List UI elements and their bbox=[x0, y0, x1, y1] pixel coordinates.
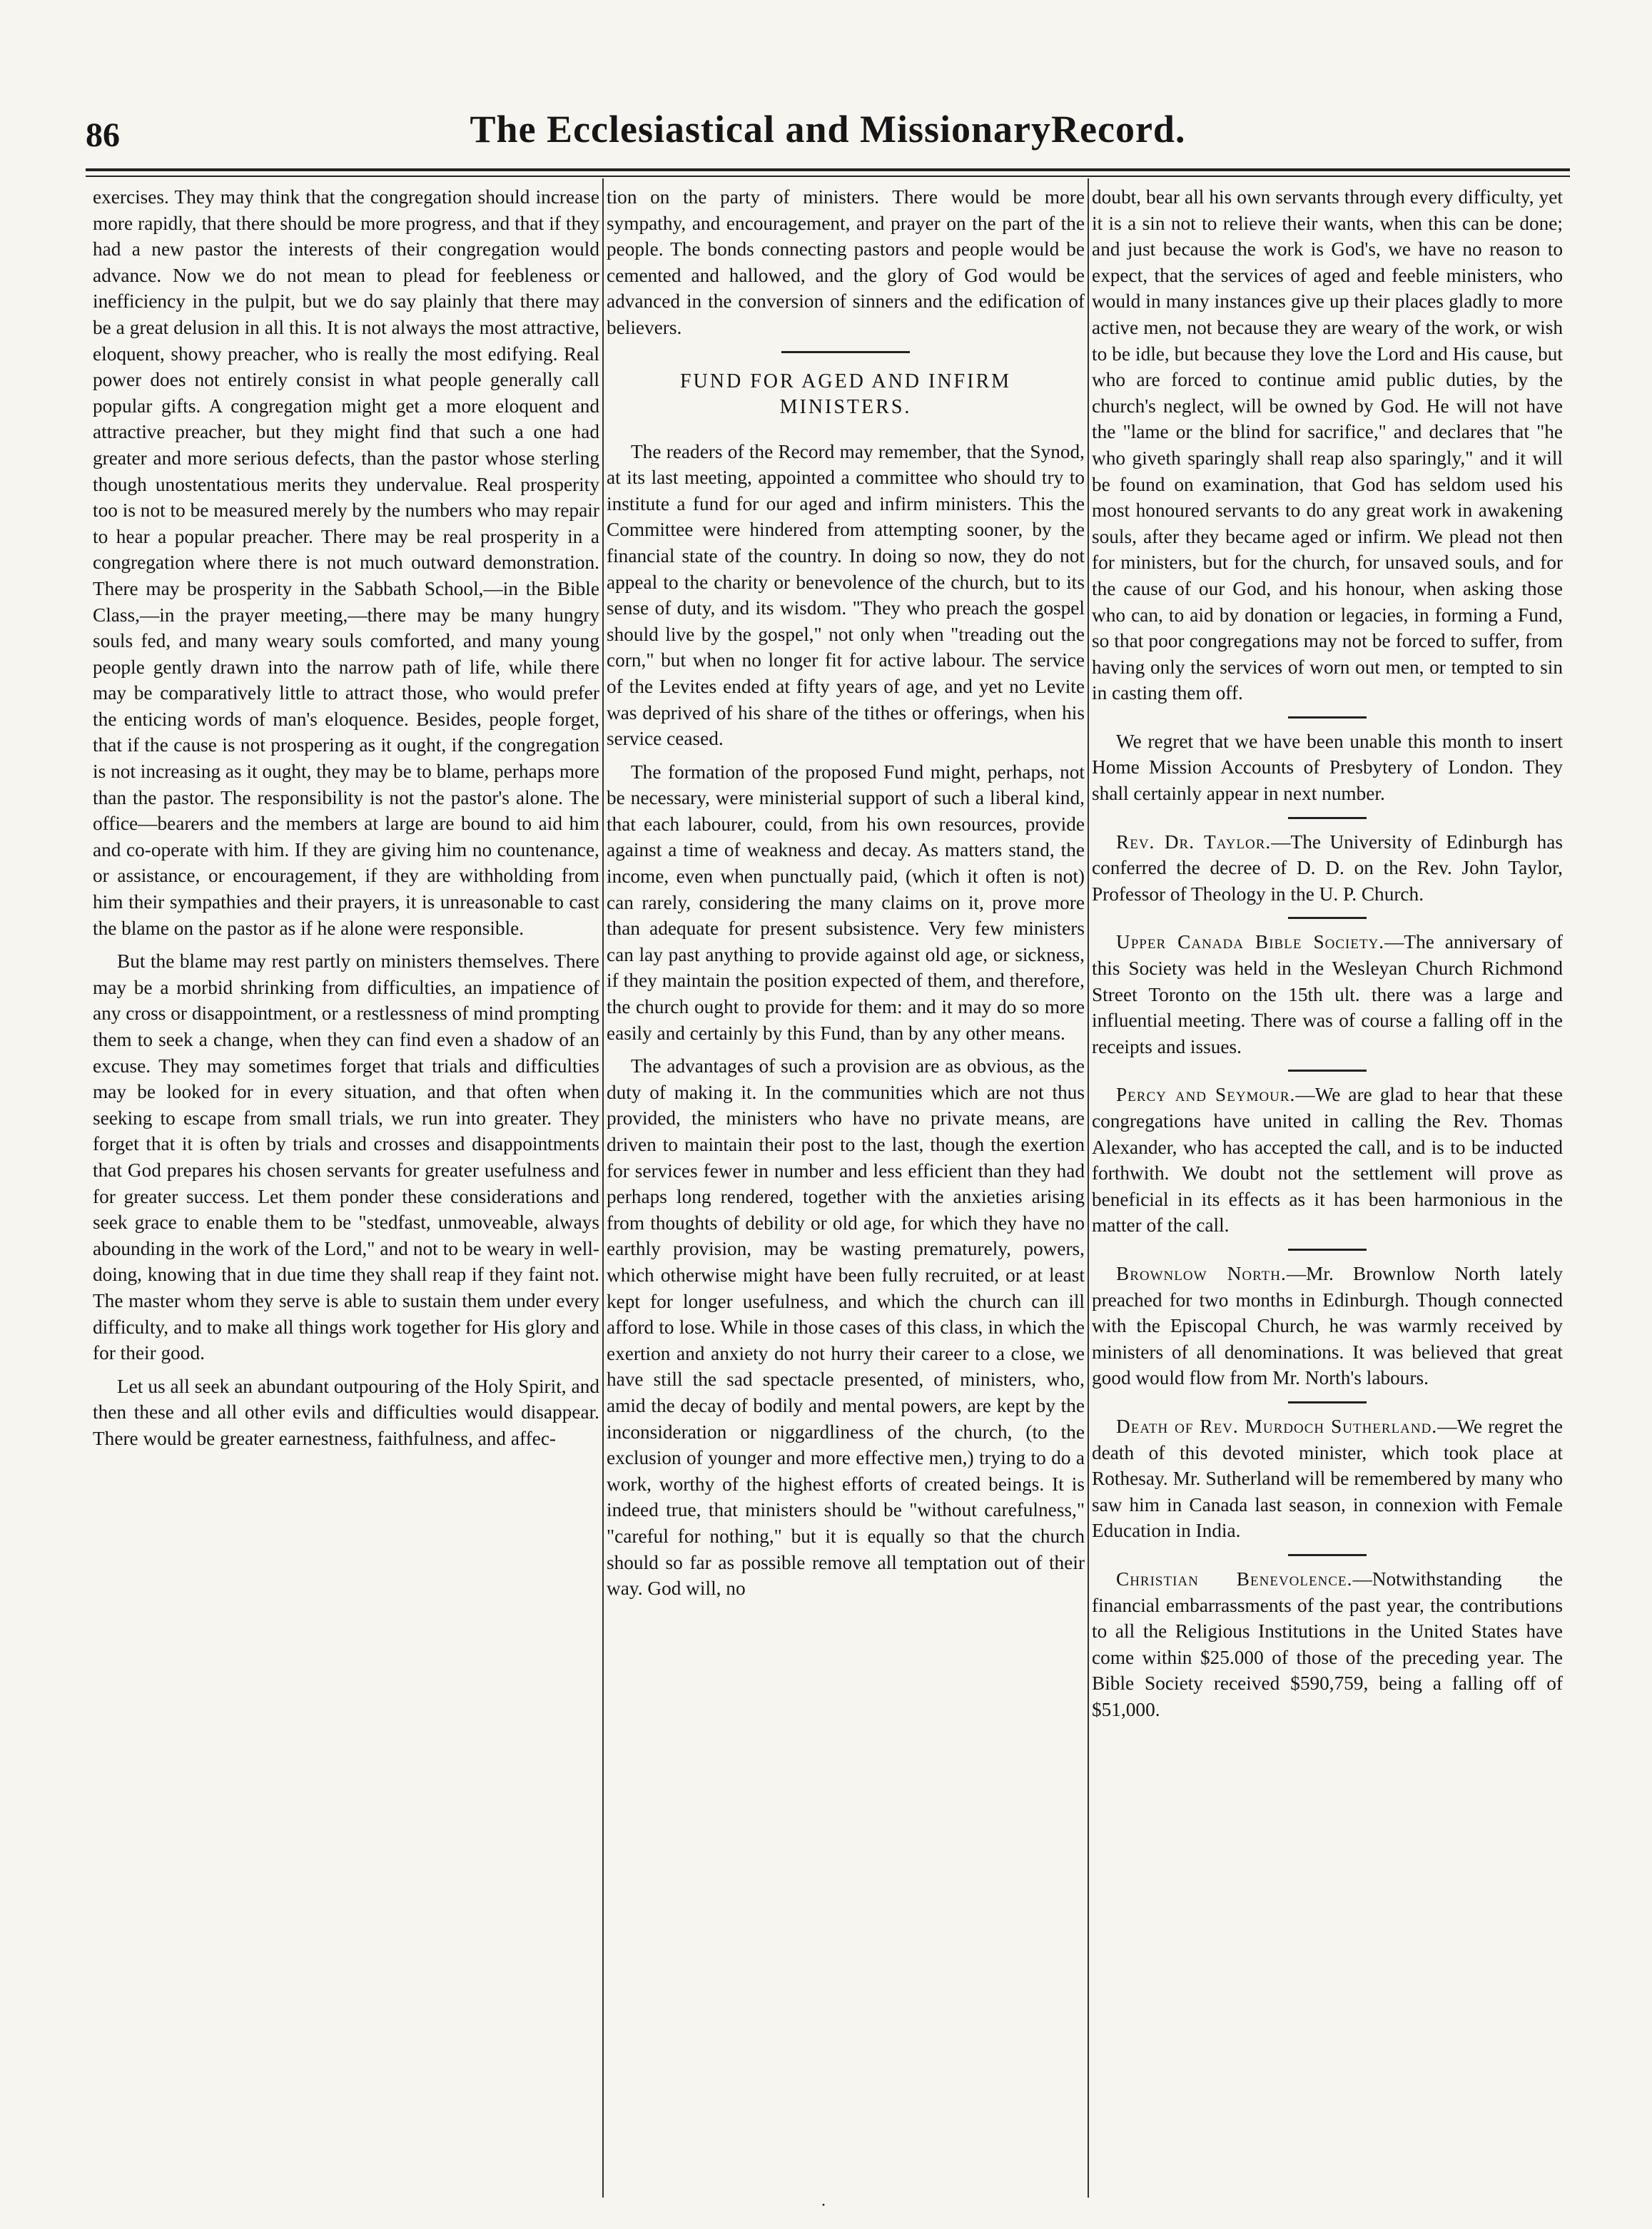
page-header bbox=[86, 107, 1570, 164]
news-item-body: —Notwithstanding the financial embarrassments of the past year, the contributions to all the Religious Institutions in the United States have come within $25.000 of those of the preceding year. The Bible Society received $590,759, being a falling off of $51,000. bbox=[1092, 1568, 1563, 1720]
paragraph: The readers of the Record may remember, that the Synod, at its last meeting, appointed a committee who should try to institute a fund for our aged and infirm ministers. This the Committee were hindered from attempting sooner, by the financial state of the country. In doing so now, they do not appeal to the charity or benevolence of the church, but to its sense of duty, and its wisdom. "They who preach the gospel should live by the gospel," not only when "treading out the corn," but when no longer fit for active labour. The service of the Levites ended at fifty years of age, and yet no Levite was deprived of his share of the tithes or offerings, when his service ceased. bbox=[607, 440, 1085, 750]
news-item-heading: Percy and Seymour. bbox=[1116, 1084, 1296, 1106]
footer-mark: · bbox=[821, 2196, 826, 2215]
section-divider bbox=[1288, 1554, 1367, 1556]
section-divider bbox=[1288, 1249, 1367, 1251]
section-divider bbox=[1288, 1401, 1367, 1403]
news-item-body: —We regret the death of this devoted minister, which took place at Rothesay. Mr. Sutherland will be remembered by many who saw him in Canada last season, in connexion with Female Education in India. bbox=[1092, 1415, 1564, 1542]
news-item-body: —The anniversary of this Society was held in the Wesleyan Church Richmond Street Toronto on the 15th ult. there was a large and influential meeting. There was of course a falling off in the receipts and issues. bbox=[1092, 931, 1563, 1057]
news-item-body: —We are glad to hear that these congregations have united in calling the Rev. Thomas Alexander, who has accepted the call, and is to be inducted forthwith. We doubt not the settlement will prove as beneficial in its effects as it has been harmonious in the matter of the call. bbox=[1092, 1084, 1563, 1237]
paragraph: The advantages of such a provision are as obvious, as the duty of making it. In the communities which are not thus provided, the ministers who have no private means, are driven to maintain their post to the last, though the exertion for services fewer in number and less efficient than they had perhaps long rendered, together with the anxieties arising from thoughts of debility or old age, for which they have no earthly provision, may be wasting prematurely, powers, which otherwise might have been fully recruited, or at least kept for longer usefulness, and which the church can ill afford to lose. While in those cases of this class, in which the exertion and anxiety do not hurry their career to a close, we have still the sad spectacle presented, of ministers, who, amid the decay of bodily and mental powers, are kept by the inconsideration or niggardliness of the church, (to the exclusion of younger and more effective men,) trying to do a work, worthy of the highest efforts of created beings. It is indeed true, that ministers should be "without carefulness," "careful for nothing," but it is equally so that the church should so far as possible remove all temptation out of their way. God will, no bbox=[607, 1055, 1085, 1600]
heading-line: FUND FOR AGED AND INFIRM bbox=[679, 370, 1012, 392]
paragraph: We regret that we have been unable this month to insert Home Mission Accounts of Presbytery of London. They shall certainly appear in next number. bbox=[1092, 730, 1563, 805]
header-rule-bottom bbox=[86, 176, 1570, 177]
news-item bbox=[1092, 1261, 1563, 1391]
news-item-heading: Death of Rev. Murdoch Sutherland. bbox=[1116, 1415, 1438, 1437]
section-divider bbox=[1288, 817, 1367, 819]
news-item-body: —Mr. Brownlow North lately preached for two months in Edinburgh. Though connected with the Episcopal Church, he was warmly received by ministers of all denominations. It was believed that great good would flow from Mr. North's labours. bbox=[1092, 1262, 1563, 1389]
section-divider bbox=[1288, 917, 1367, 919]
paragraph: Let us all seek an abundant outpouring of the Holy Spirit, and then these and all other evils and difficulties would disappear. There would be greater earnestness, faithfulness, and affec- bbox=[93, 1375, 599, 1449]
header-rule-top bbox=[86, 168, 1570, 171]
column-2 bbox=[607, 184, 1085, 1609]
news-item-heading: Upper Canada Bible Society. bbox=[1116, 931, 1385, 953]
heading-line: MINISTERS. bbox=[779, 395, 912, 418]
news-item bbox=[1092, 829, 1563, 908]
column-divider-left bbox=[602, 178, 604, 2198]
news-item bbox=[1092, 1413, 1563, 1544]
page-number: 86 bbox=[86, 116, 120, 154]
running-title: The Ecclesiastical and MissionaryRecord. bbox=[470, 108, 1186, 151]
paragraph: exercises. They may think that the congregation should increase more rapidly, that there should be more progress, and that if they had a new pastor the interests of their congregation would advance. Now we do not mean to plead for feebleness or inefficiency in the pulpit, but we do say plainly that there may be a great delusion in all this. It is not always the most attractive, eloquent, showy preacher, who is really the most edifying. Real power does not entirely consist in what people generally call popular gifts. A congregation might get a more eloquent and attractive preacher, but they might find that such a one had greater and more serious defects, than the pastor whose sterling though unostentatious merits they undervalue. Real prosperity too is not to be measured merely by the numbers who may repair to hear a popular preacher. There may be real prosperity in a congregation where there is not much outward demonstration. There may be prosperity in the Sabbath School,—in the Bible Class,—in the prayer meeting,—there may be many hungry souls fed, and many weary souls comforted, and many young people gently drawn into the narrow path of life, while there may be comparatively little to attract those, who would prefer the enticing words of man's eloquence. Besides, people forget, that if the cause is not prospering as it ought, if the congregation is not increasing as it ought, they may be to blame, perhaps more than the pastor. The responsibility is not the pastor's alone. The office—bearers and the members at large are bound to aid him and co-operate with him. If they are giving him no countenance, or assistance, or encouragement, if they are withholding from him their sympathies and their prayers, it is unreasonable to cast the blame on the pastor as if he alone were responsible. bbox=[93, 186, 599, 939]
news-item bbox=[1092, 929, 1563, 1060]
news-item-body: —The University of Edinburgh has conferred the decree of D. D. on the Rev. John Taylor, Professor of Theology in the U. P. Church. bbox=[1092, 831, 1563, 905]
section-divider bbox=[1288, 1070, 1367, 1072]
paragraph: doubt, bear all his own servants through every difficulty, yet it is a sin not to relieve their wants, when this can be done; and just because the work is God's, we have no reason to expect, that the services of aged and feeble ministers, who would in many instances give up their places gladly to more active men, not because they are weary of the work, or wish to be idle, but because they love the Lord and His cause, but who are forced to continue amid public duties, by the church's neglect, will be owned by God. He will not have the "lame or the blind for sacrifice," and declares that "he who giveth sparingly shall reap also sparingly," and it will be found on examination, that God has seldom used his most honoured servants to do any great work in awakening souls, after they became aged or infirm. We plead not then for ministers, but for the church, for unsaved souls, and for the cause of our God, and his honour, when asking those who can, to aid by donation or legacies, in forming a Fund, so that poor congregations may not be forced to suffer, from having only the services of worn out men, or tempted to sin in casting them off. bbox=[1092, 186, 1563, 704]
section-divider bbox=[781, 351, 910, 353]
section-divider bbox=[1288, 716, 1367, 719]
section-heading bbox=[607, 369, 1085, 420]
paragraph: The formation of the proposed Fund might, perhaps, not be necessary, were ministerial support of such a liberal kind, that each labourer, could, from his own resources, provide against a time of weakness and decay. As matters stand, the income, even when punctually paid, (which it often is not) can rarely, considering the many claims on it, prove more than adequate for present subsistence. Very few ministers can lay past anything to provide against old age, or sickness, if they maintain the position expected of them, and therefore, the church ought to provide for them: and it may do so more easily and certainly by this Fund, than by any other means. bbox=[607, 761, 1085, 1044]
news-item-heading: Christian Benevolence. bbox=[1116, 1568, 1353, 1590]
paragraph: tion on the party of ministers. There would be more sympathy, and encouragement, and prayer on the part of the people. The bonds connecting pastors and people would be cemented and hallowed, and the glory of God would be advanced in the conversion of sinners and the edification of believers. bbox=[607, 186, 1085, 338]
column-3 bbox=[1092, 184, 1563, 1730]
news-item-heading: Brownlow North. bbox=[1116, 1262, 1287, 1284]
paragraph: But the blame may rest partly on ministers themselves. There may be a morbid shrinking from difficulties, an impatience of any cross or disappointment, or a restlessness of mind prompting them to seek a change, when they can find even a shadow of an excuse. They may sometimes forget that trials and difficulties may be looked for in every situation, and that often when seeking to escape from small trials, we run into greater. They forget that it is often by trials and crosses and disappointments that God prepares his chosen servants for greater usefulness and for greater success. Let them ponder these considerations and seek grace to enable them to be "stedfast, unmoveable, always abounding in the work of the Lord," and not to be weary in well-doing, knowing that in due time they shall reap if they faint not. The master whom they serve is able to sustain them under every difficulty, and to make all things work together for His glory and for their good. bbox=[93, 950, 599, 1364]
news-item bbox=[1092, 1566, 1563, 1723]
news-item-heading: Rev. Dr. Taylor. bbox=[1116, 831, 1272, 853]
column-divider-right bbox=[1088, 178, 1089, 2198]
news-item bbox=[1092, 1082, 1563, 1239]
column-1 bbox=[93, 184, 599, 1459]
